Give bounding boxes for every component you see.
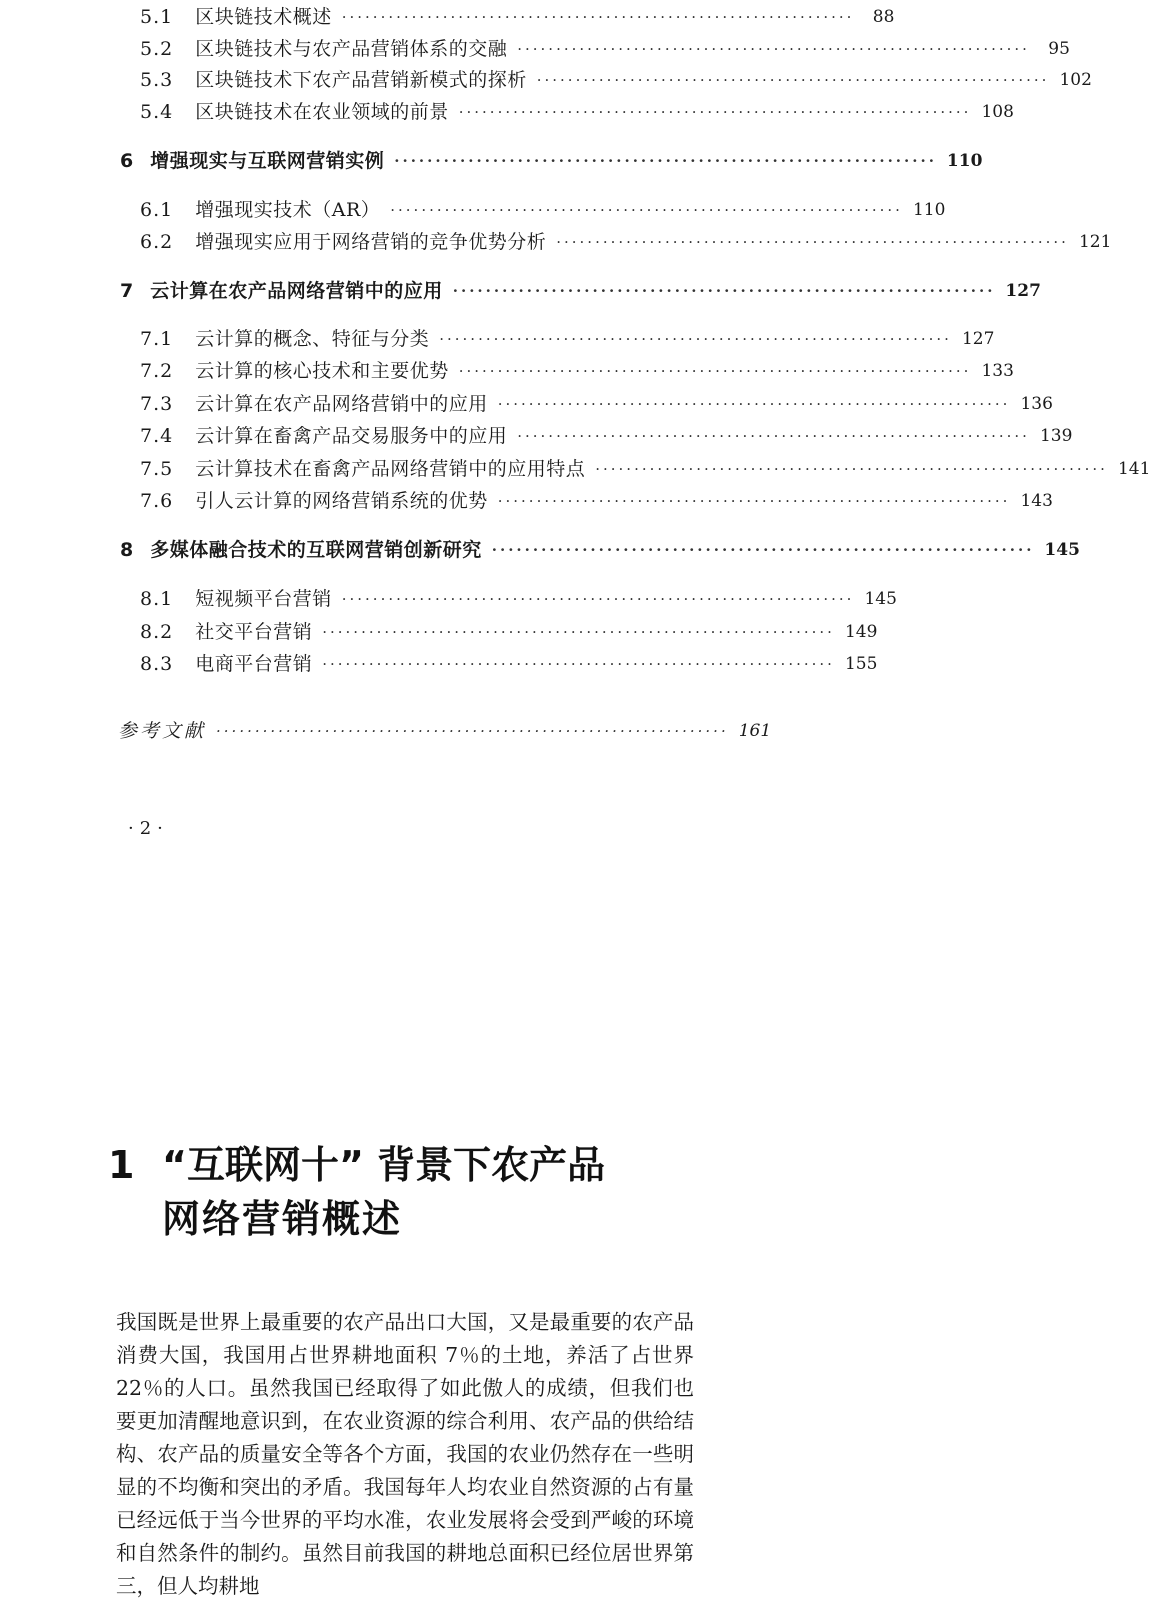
toc-leader-dots: ·································································· [341, 8, 855, 26]
toc-leader-dots: ·································································· [497, 395, 1011, 413]
toc-number: 7.3 [140, 393, 174, 415]
toc-entry-6-2[interactable] [140, 227, 1112, 257]
toc-page: 139 [1039, 426, 1073, 446]
toc-chapter-title: 云计算在农产品网络营销中的应用 [150, 280, 443, 302]
toc-title: 短视频平台营销 [195, 588, 332, 610]
chapter-heading-line-1 [108, 1138, 605, 1192]
toc-leader-dots: ·································································· [390, 201, 903, 219]
toc-title: 增强现实应用于网络营销的竞争优势分析 [195, 231, 547, 253]
toc-page: 108 [981, 102, 1014, 122]
toc-leader-dots: ·································································· [536, 71, 1050, 89]
toc-number: 7.2 [140, 360, 174, 382]
toc-chapter-6[interactable] [120, 146, 983, 176]
toc-number: 8.2 [140, 621, 174, 643]
toc-leader-dots: ·································································· [394, 152, 937, 170]
toc-number: 7.6 [140, 490, 174, 512]
toc-chapter-title: 多媒体融合技术的互联网营销创新研究 [150, 539, 482, 561]
toc-references[interactable] [118, 716, 772, 746]
toc-entry-5-1[interactable] [140, 2, 895, 32]
toc-title: 区块链技术在农业领域的前景 [195, 101, 449, 123]
toc-leader-dots: ·································································· [322, 655, 835, 673]
toc-number: 7.4 [140, 425, 174, 447]
toc-page: 88 [872, 7, 895, 27]
toc-page: 127 [961, 329, 995, 349]
toc-page: 145 [864, 589, 897, 609]
toc-page: 133 [981, 361, 1014, 381]
toc-leader-dots: ·································································· [491, 541, 1035, 559]
toc-page: 161 [738, 721, 772, 741]
toc-number: 8.3 [140, 653, 174, 675]
toc-page: 102 [1059, 70, 1092, 90]
toc-entry-7-3[interactable] [140, 389, 1053, 419]
toc-chapter-7[interactable] [120, 276, 1041, 306]
toc-page: 121 [1078, 232, 1112, 252]
toc-title: 云计算在农产品网络营销中的应用 [195, 393, 488, 415]
toc-page: 95 [1048, 39, 1070, 59]
toc-leader-dots: ·································································· [439, 330, 952, 348]
toc-number: 5.4 [140, 101, 174, 123]
toc-title: 电商平台营销 [195, 653, 313, 675]
toc-page: 155 [844, 654, 878, 674]
chapter-body [116, 1306, 694, 1603]
toc-leader-dots: ·································································· [517, 40, 1030, 58]
toc-leader-dots: ·································································· [595, 460, 1108, 478]
toc-entry-7-1[interactable] [140, 324, 995, 354]
toc-title: 区块链技术与农产品营销体系的交融 [195, 38, 508, 60]
toc-entry-6-1[interactable] [140, 195, 946, 225]
toc-leader-dots: ·································································· [216, 722, 729, 740]
toc-leader-dots: ·································································· [322, 623, 835, 641]
toc-entry-7-6[interactable] [140, 486, 1053, 516]
toc-page: 136 [1020, 394, 1053, 414]
toc-page: 110 [946, 151, 983, 171]
toc-number: 6.2 [140, 231, 174, 253]
toc-page: 149 [844, 622, 878, 642]
toc-references-title: 参考文献 [118, 720, 207, 742]
page-number: ·2· [128, 818, 169, 839]
toc-title: 区块链技术概述 [195, 6, 332, 28]
toc-title: 云计算在畜禽产品交易服务中的应用 [195, 425, 508, 447]
toc-entry-7-5[interactable] [140, 454, 1150, 484]
toc-title: 云计算的核心技术和主要优势 [195, 360, 449, 382]
toc-page: 127 [1005, 281, 1041, 301]
toc-page: 141 [1117, 459, 1150, 479]
chapter-title-part-1: “互联网十” 背景下农产品 [162, 1143, 606, 1187]
toc-leader-dots: ·································································· [458, 362, 972, 380]
body-paragraph-text: 我国既是世界上最重要的农产品出口大国，又是最重要的农产品消费大国，我国用占世界耕地面积 7％的土地，养活了占世界22％的人口。虽然我国已经取得了如此傲人的成绩，但我们也要更加清醒地意识到，在农业资源的综合利用、农产品的供给结构、农产品的质量安全等各个方面，我国的农业仍然存在一些明显的不均衡和突出的矛盾。我国每年人均农业自然资源的占有量已经远低于当今世界的平均水准，农业发展将会受到严峻的环境和自然条件的制约。虽然目前我国的耕地总面积已经位居世界第三，但人均耕地 [116, 1310, 694, 1598]
toc-chapter-title: 增强现实与互联网营销实例 [150, 150, 385, 172]
toc-title: 增强现实技术（AR） [195, 199, 381, 221]
toc-title: 引人云计算的网络营销系统的优势 [195, 490, 488, 512]
chapter-heading [108, 1138, 605, 1246]
toc-entry-8-2[interactable] [140, 617, 878, 647]
toc-entry-5-2[interactable] [140, 34, 1070, 64]
toc-entry-5-4[interactable] [140, 97, 1014, 127]
toc-chapter-8[interactable] [120, 535, 1080, 565]
toc-entry-5-3[interactable] [140, 65, 1092, 95]
chapter-title-part-2: 网络营销概述 [162, 1197, 403, 1241]
toc-title: 区块链技术下农产品营销新模式的探析 [195, 69, 527, 91]
toc-page: 145 [1044, 540, 1080, 560]
toc-number: 7.1 [140, 328, 174, 350]
toc-leader-dots: ·································································· [341, 590, 855, 608]
toc-leader-dots: ·································································· [458, 103, 972, 121]
toc-leader-dots: ·································································· [452, 282, 996, 300]
toc-entry-7-4[interactable] [140, 421, 1073, 451]
toc-chapter-number: 6 [120, 150, 135, 172]
toc-page: 110 [912, 200, 946, 220]
toc-chapter-number: 8 [120, 539, 135, 561]
toc-number: 7.5 [140, 458, 174, 480]
toc-title: 云计算技术在畜禽产品网络营销中的应用特点 [195, 458, 586, 480]
body-paragraph [116, 1306, 694, 1603]
toc-title: 社交平台营销 [195, 621, 313, 643]
toc-entry-7-2[interactable] [140, 356, 1014, 386]
chapter-number: 1 [108, 1143, 135, 1187]
toc-number: 5.1 [140, 6, 174, 28]
toc-number: 6.1 [140, 199, 174, 221]
toc-title: 云计算的概念、特征与分类 [195, 328, 430, 350]
toc-chapter-number: 7 [120, 280, 135, 302]
toc-number: 8.1 [140, 588, 174, 610]
toc-leader-dots: ·································································· [497, 492, 1011, 510]
toc-entry-8-3[interactable] [140, 649, 878, 679]
toc-leader-dots: ·································································· [517, 427, 1030, 445]
toc-entry-8-1[interactable] [140, 584, 897, 614]
toc-leader-dots: ·································································· [556, 233, 1069, 251]
toc-page: 143 [1020, 491, 1053, 511]
toc-number: 5.2 [140, 38, 174, 60]
toc-number: 5.3 [140, 69, 174, 91]
